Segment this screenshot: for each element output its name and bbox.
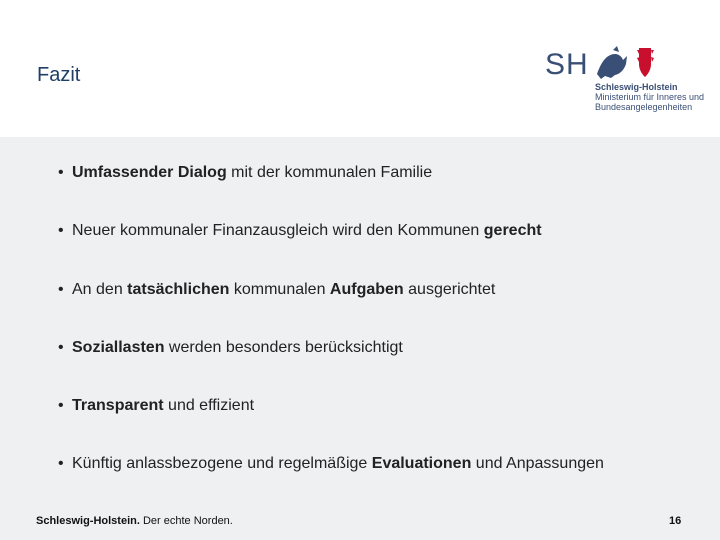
bullet-icon: • xyxy=(58,222,64,240)
list-item: • Künftig anlassbezogene und regelmäßige Evaluationen und Anpassungen xyxy=(58,455,604,473)
coat-of-arms-icon xyxy=(593,44,709,82)
slide-header xyxy=(0,0,720,137)
content-area xyxy=(0,137,720,540)
sh-logo xyxy=(545,44,710,116)
page-title: Fazit xyxy=(37,64,81,86)
bullet-icon: • xyxy=(58,455,64,473)
logo-text xyxy=(595,82,704,112)
bullet-icon: • xyxy=(58,164,64,181)
logo-abbr: SH xyxy=(545,48,589,81)
list-item: • Neuer kommunaler Finanzausgleich wird den Kommunen gerecht xyxy=(58,222,542,240)
logo-line2: Ministerium für Inneres und xyxy=(595,92,705,102)
bullet-list xyxy=(58,163,708,513)
list-item: • Soziallasten werden besonders berücksichtigt xyxy=(58,338,403,356)
bullet-icon: • xyxy=(58,280,64,298)
bullet-icon: • xyxy=(58,338,64,356)
footer-tagline: Schleswig-Holstein. Der echte Norden. xyxy=(36,515,233,527)
page-number: 16 xyxy=(669,515,682,527)
list-item: • Umfassender Dialog mit der kommunalen Familie xyxy=(58,164,433,181)
logo-line1: Schleswig-Holstein xyxy=(595,82,678,92)
list-item: • Transparent und effizient xyxy=(58,397,255,415)
bullet-icon: • xyxy=(58,397,64,415)
list-item: • An den tatsächlichen kommunalen Aufgaben ausgerichtet xyxy=(58,280,496,298)
logo-line3: Bundesangelegenheiten xyxy=(595,102,693,112)
